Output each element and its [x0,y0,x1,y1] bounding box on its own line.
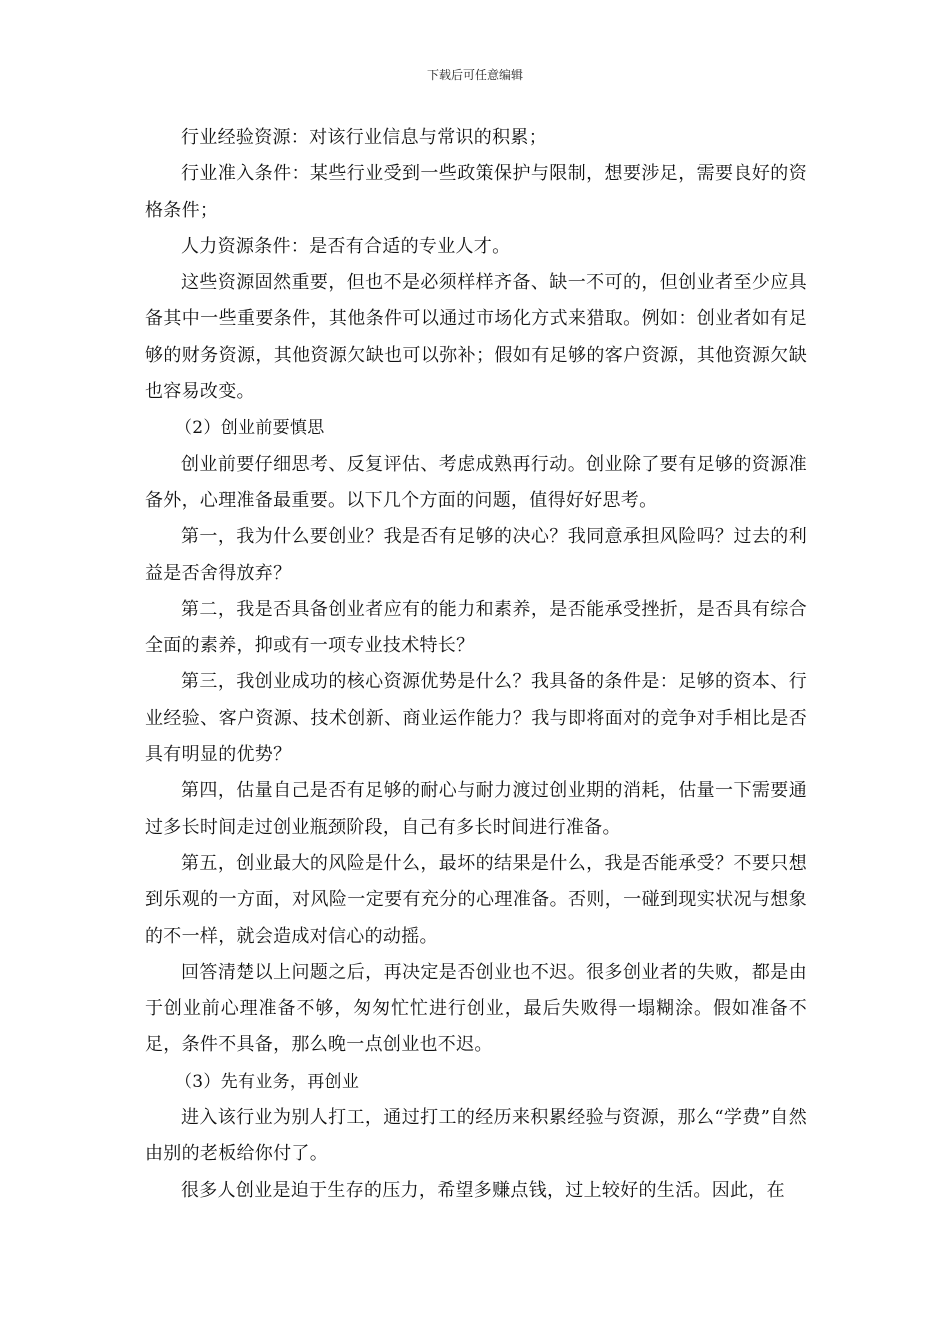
paragraph: 行业准入条件：某些行业受到一些政策保护与限制，想要涉足，需要良好的资格条件； [145,163,807,221]
page-header: 下载后可任意编辑 [426,68,523,82]
section-heading: （3）先有业务，再创业 [175,1071,360,1092]
paragraph: 创业前要仔细思考、反复评估、考虑成熟再行动。创业除了要有足够的资源准备外，心理准备最重要。以下几个方面的问题，值得好好思考。 [145,453,807,511]
paragraph: 第四，估量自己是否有足够的耐心与耐力渡过创业期的消耗，估量一下需要通过多长时间走过创业瓶颈阶段，自己有多长时间进行准备。 [145,780,807,838]
document-body [145,120,807,1209]
paragraph: 进入该行业为别人打工，通过打工的经历来积累经验与资源，那么“学费”自然由别的老板给你付了。 [145,1107,807,1165]
paragraph: 很多人创业是迫于生存的压力，希望多赚点钱，过上较好的生活。因此，在 [181,1179,785,1201]
paragraph: 行业经验资源：对该行业信息与常识的积累； [181,127,547,148]
paragraph: 第一，我为什么要创业？我是否有足够的决心？我同意承担风险吗？过去的利益是否舍得放弃？ [145,526,807,584]
paragraph: 第二，我是否具备创业者应有的能力和素养，是否能承受挫折，是否具有综合全面的素养，抑或有一项专业技术特长？ [145,598,807,657]
paragraph: 回答清楚以上问题之后，再决定是否创业也不迟。很多创业者的失败，都是由于创业前心理准备不够，匆匆忙忙进行创业，最后失败得一塌糊涂。假如准备不足，条件不具备，那么晚一点创业也不迟。 [145,961,807,1056]
paragraph: 这些资源固然重要，但也不是必须样样齐备、缺一不可的，但创业者至少应具备其中一些重要条件，其他条件可以通过市场化方式来猎取。例如：创业者如有足够的财务资源，其他资源欠缺也可以弥补；假如有足够的客户资源，其他资源欠缺也容易改变。 [145,272,807,403]
paragraph: 第五，创业最大的风险是什么，最坏的结果是什么，我是否能承受？不要只想到乐观的一方面，对风险一定要有充分的心理准备。否则，一碰到现实状况与想象的不一样，就会造成对信心的动摇。 [145,852,807,947]
paragraph: 第三，我创业成功的核心资源优势是什么？我具备的条件是：足够的资本、行业经验、客户资源、技术创新、商业运作能力？我与即将面对的竞争对手相比是否具有明显的优势？ [145,671,807,766]
section-heading: （2）创业前要慎思 [175,418,325,439]
paragraph: 人力资源条件：是否有合适的专业人才。 [181,235,511,257]
